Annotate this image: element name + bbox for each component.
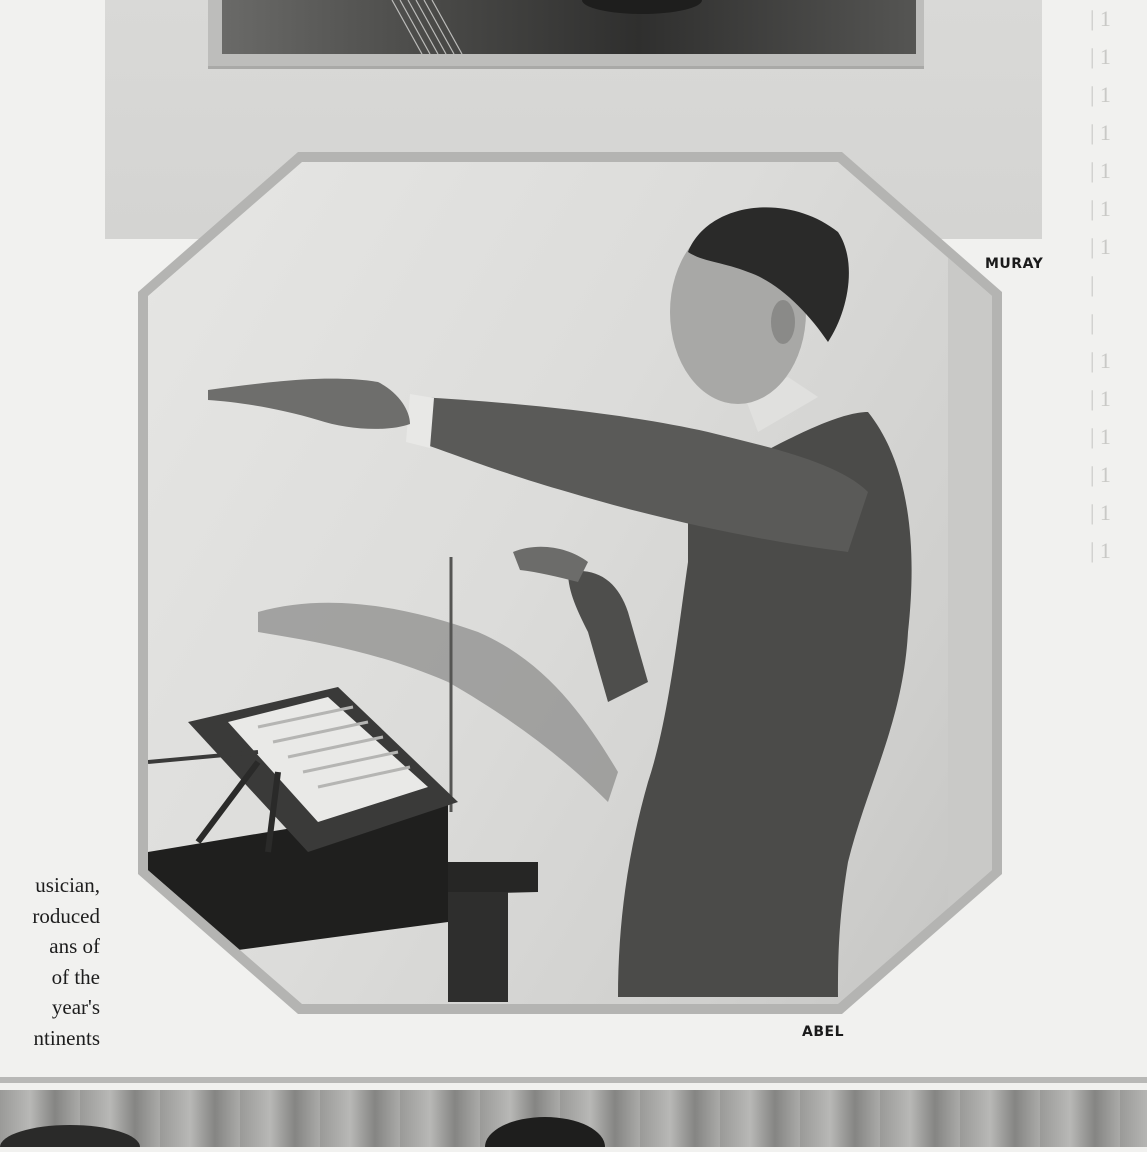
- top-inner-photo-instrument: [222, 0, 916, 54]
- page-divider: [0, 1077, 1147, 1083]
- left-caption: [0, 870, 100, 1053]
- caption-line: of the: [51, 964, 100, 989]
- theremin-player-photo: [148, 162, 992, 1004]
- bottom-photograph: [0, 1090, 1147, 1147]
- background-text: | 1 | 1 | 1 | 1 | 1 | 1 | 1 | | | 1 | 1 | 1 | 1 | 1 | 1: [1090, 6, 1111, 563]
- octagonal-photograph: [138, 152, 1002, 1014]
- caption-line: roduced: [32, 903, 100, 928]
- caption-line: year's: [51, 995, 100, 1019]
- photo-credit-middle: ABEL: [802, 1024, 844, 1040]
- photo-credit-top: MURAY: [985, 256, 1044, 272]
- caption-line: ans of: [49, 934, 100, 958]
- caption-line: ntinents: [33, 1025, 100, 1050]
- caption-line: usician,: [35, 873, 100, 897]
